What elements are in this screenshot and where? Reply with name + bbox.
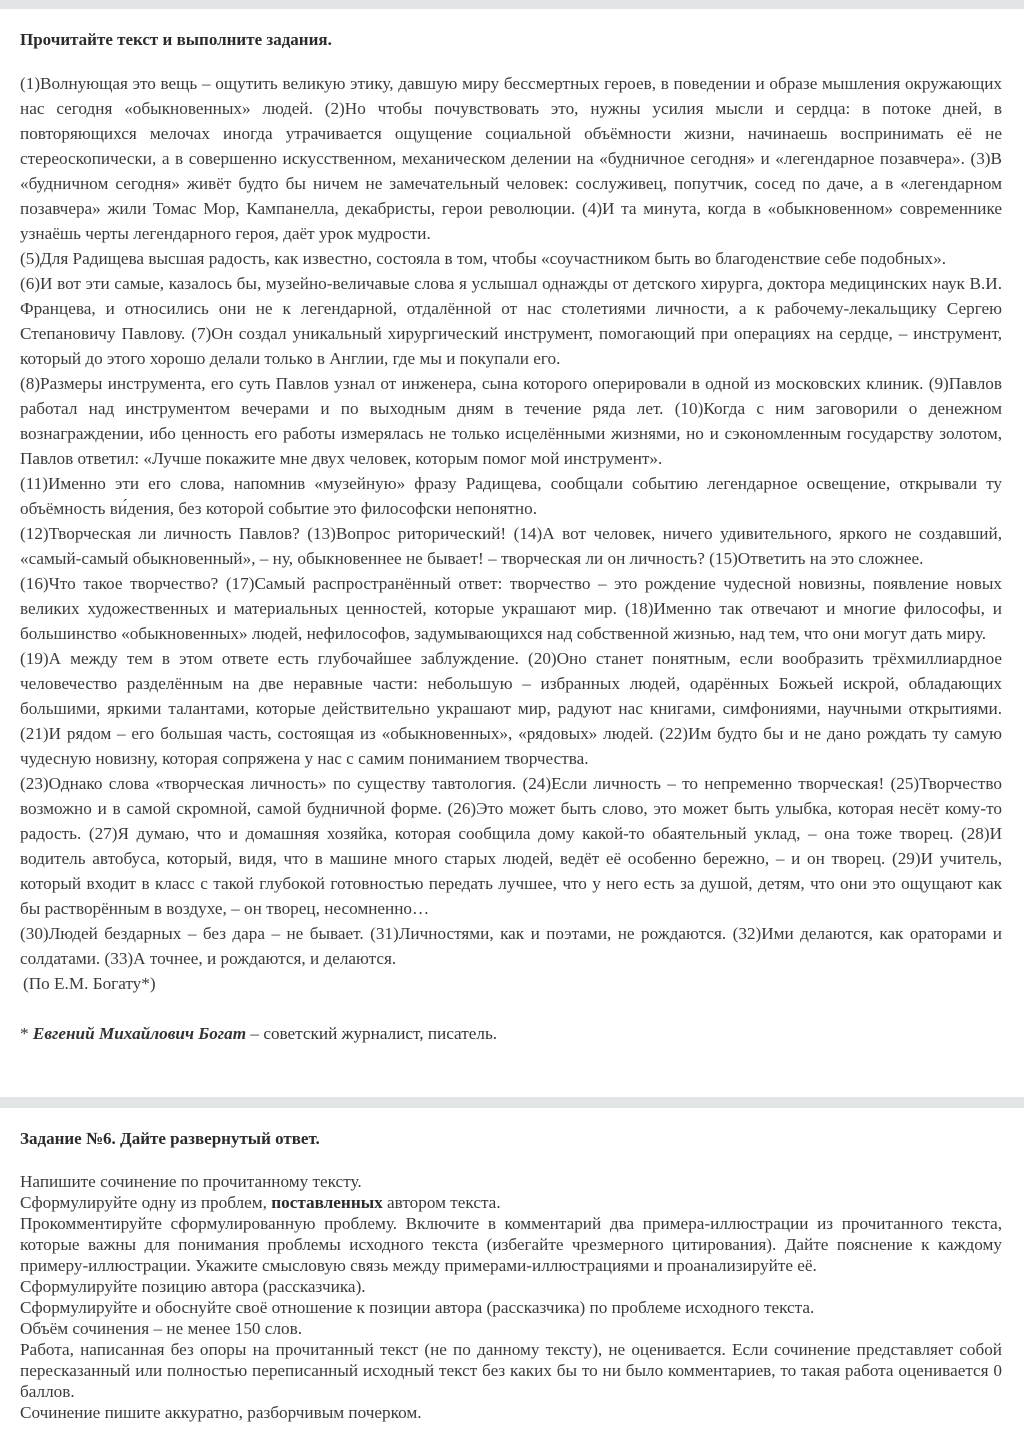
task-heading: Задание №6. Дайте развернутый ответ. [20, 1129, 320, 1148]
essay-task-section [0, 1108, 1024, 1423]
passage-paragraph: (19)А между тем в этом ответе есть глубочайшее заблуждение. (20)Оно станет понятным, если вообразить трёхмиллиардное человечество разделённым на две неравные части: небольшую – избранных людей, одарённых Божьей искрой, обладающих большими, яркими талантами, которые действительно украшают мир, радуют нас книгами, симфониями, научными открытиями. (21)И рядом – его большая часть, состоящая из «обыкновенных», «рядовых» людей. (22)Им будто бы и не дано рождать ту самую чудесную новизну, которая сопряжена у нас с самим пониманием творчества. [20, 649, 1002, 768]
task-problem-text-before: Сформулируйте одну из проблем, [20, 1193, 272, 1212]
passage-paragraph: (30)Людей бездарных – без дара – не бывает. (31)Личностями, как и поэтами, не рождаются. (32)Ими делаются, как ораторами и солдатами. (33)А точнее, и рождаются, и делаются. [20, 924, 1002, 968]
passage-attribution: (По Е.М. Богату*) [23, 974, 156, 993]
task-instruction-line: Напишите сочинение по прочитанному тексту. [20, 1172, 362, 1191]
footnote-author-name: Евгений Михайлович Богат [32, 1024, 247, 1043]
task-instruction-line: Сочинение пишите аккуратно, разборчивым почерком. [20, 1403, 422, 1422]
passage-paragraph: (8)Размеры инструмента, его суть Павлов узнал от инженера, сына которого оперировали в одной из московских клиник. (9)Павлов работал над инструментом вечерами и по выходным дням в течение ряда лет. (10)Когда с ним заговорили о денежном вознаграждении, ибо ценность его работы измерялась не только исцелёнными жизнями, но и сэкономленным государству золотом, Павлов ответил: «Лучше покажите мне двух человек, которым помог мой инструмент». [20, 374, 1002, 468]
passage-paragraph: (5)Для Радищева высшая радость, как известно, состояла в том, чтобы «соучастником быть во благоденствие себе подобных». [20, 249, 947, 268]
reading-passage-section [0, 9, 1024, 1097]
top-divider-band [0, 0, 1024, 9]
passage-paragraph: (16)Что такое творчество? (17)Самый распространённый ответ: творчество – это рождение чудесной новизны, появление новых великих художественных и материальных ценностей, которые украшают мир. (18)Именно так отвечают и многие философы, и большинство «обыкновенных» людей, нефилософов, задумывающихся над собственной жизнью, над тем, что они могут дать миру. [20, 574, 1002, 643]
section-divider-band [0, 1097, 1024, 1108]
passage-paragraph: (23)Однако слова «творческая личность» по существу тавтология. (24)Если личность – то непременно творческая! (25)Творчество возможно и в самой скромной, самой будничной форме. (26)Это может быть слово, это может быть улыбка, которая несёт кому-то радость. (27)Я думаю, что и домашняя хозяйка, которая сообщила дому какой-то обаятельный уклад, – она тоже творец. (28)И водитель автобуса, который, видя, что в машине много старых людей, ведёт её особенно бережно, – и он творец. (29)И учитель, который входит в класс с такой глубокой готовностью передать лучшее, что у него есть за душой, детям, что они это ощущают как бы растворённым в воздухе, – он творец, несомненно… [20, 774, 1002, 918]
passage-paragraph: (1)Волнующая это вещь – ощутить великую этику, давшую миру бессмертных героев, в поведении и образе мышления окружающих нас сегодня «обыкновенных» людей. (2)Но чтобы почувствовать это, нужны усилия мысли и сердца: в потоке дней, в повторяющихся мелочах иногда утрачивается ощущение социальной объёмности жизни, начинаешь воспринимать её не стереоскопически, а в совершенно искусственном, механическом делении на «будничное сегодня» и «легендарное позавчера». (3)В «будничном сегодня» живёт будто бы ничем не замечательный человек: сослуживец, попутчик, сосед по даче, а в «легендарном позавчера» жили Томас Мор, Кампанелла, декабристы, герои революции. (4)И та минута, когда в «обыкновенном» современнике узнаёшь черты легендарного героя, даёт урок мудрости. [20, 74, 1002, 243]
task-instruction-line: Объём сочинения – не менее 150 слов. [20, 1319, 303, 1338]
passage-paragraph: (6)И вот эти самые, казалось бы, музейно-величавые слова я услышал однажды от детского хирурга, доктора медицинских наук В.И. Францева, и относились они не к легендарной, отдалённой от нас столетиями личности, а к рабочему-лекальщику Сергею Степановичу Павлову. (7)Он создал уникальный хирургический инструмент, помогающий при операциях на сердце, – инструмент, который до этого хорошо делали только в Англии, где мы и покупали его. [20, 274, 1002, 368]
task-instruction-line: Работа, написанная без опоры на прочитанный текст (не по данному тексту), не оценивается. Если сочинение представляет собой пересказанный или полностью переписанный исходный текст без каких бы то ни было комментариев, то такая работа оценивается 0 баллов. [20, 1340, 1002, 1401]
task-problem-bold-word: поставленных [271, 1193, 383, 1212]
author-footnote [20, 1021, 1002, 1046]
task-instructions [20, 1171, 1002, 1423]
passage-text [20, 71, 1002, 996]
passage-paragraph: (11)Именно эти его слова, напомнив «музейную» фразу Радищева, сообщали событию легендарное освещение, открывали ту объёмность ви́дения, без которой событие это философски непонятно. [20, 474, 1002, 518]
task-instruction-line [20, 1192, 1002, 1213]
task-instruction-line: Сформулируйте позицию автора (рассказчика). [20, 1277, 366, 1296]
task-instruction-line: Прокомментируйте сформулированную проблему. Включите в комментарий два примера-иллюстрации из прочитанного текста, которые важны для понимания проблемы исходного текста (избегайте чрезмерного цитирования). Дайте пояснение к каждому примеру-иллюстрации. Укажите смысловую связь между примерами-иллюстрациями и проанализируйте её. [20, 1214, 1002, 1275]
task-instruction-line: Сформулируйте и обоснуйте своё отношение к позиции автора (рассказчика) по проблеме исходного текста. [20, 1298, 815, 1317]
passage-instruction-heading: Прочитайте текст и выполните задания. [20, 30, 332, 49]
task-problem-text-after: автором текста. [382, 1193, 501, 1212]
footnote-description: – советский журналист, писатель. [246, 1024, 498, 1043]
footnote-marker: * [20, 1024, 33, 1043]
passage-paragraph: (12)Творческая ли личность Павлов? (13)Вопрос риторический! (14)А вот человек, ничего удивительного, яркого не создавший, «самый-самый обыкновенный», – ну, обыкновеннее не бывает! – творческая ли он личность? (15)Ответить на это сложнее. [20, 524, 1002, 568]
